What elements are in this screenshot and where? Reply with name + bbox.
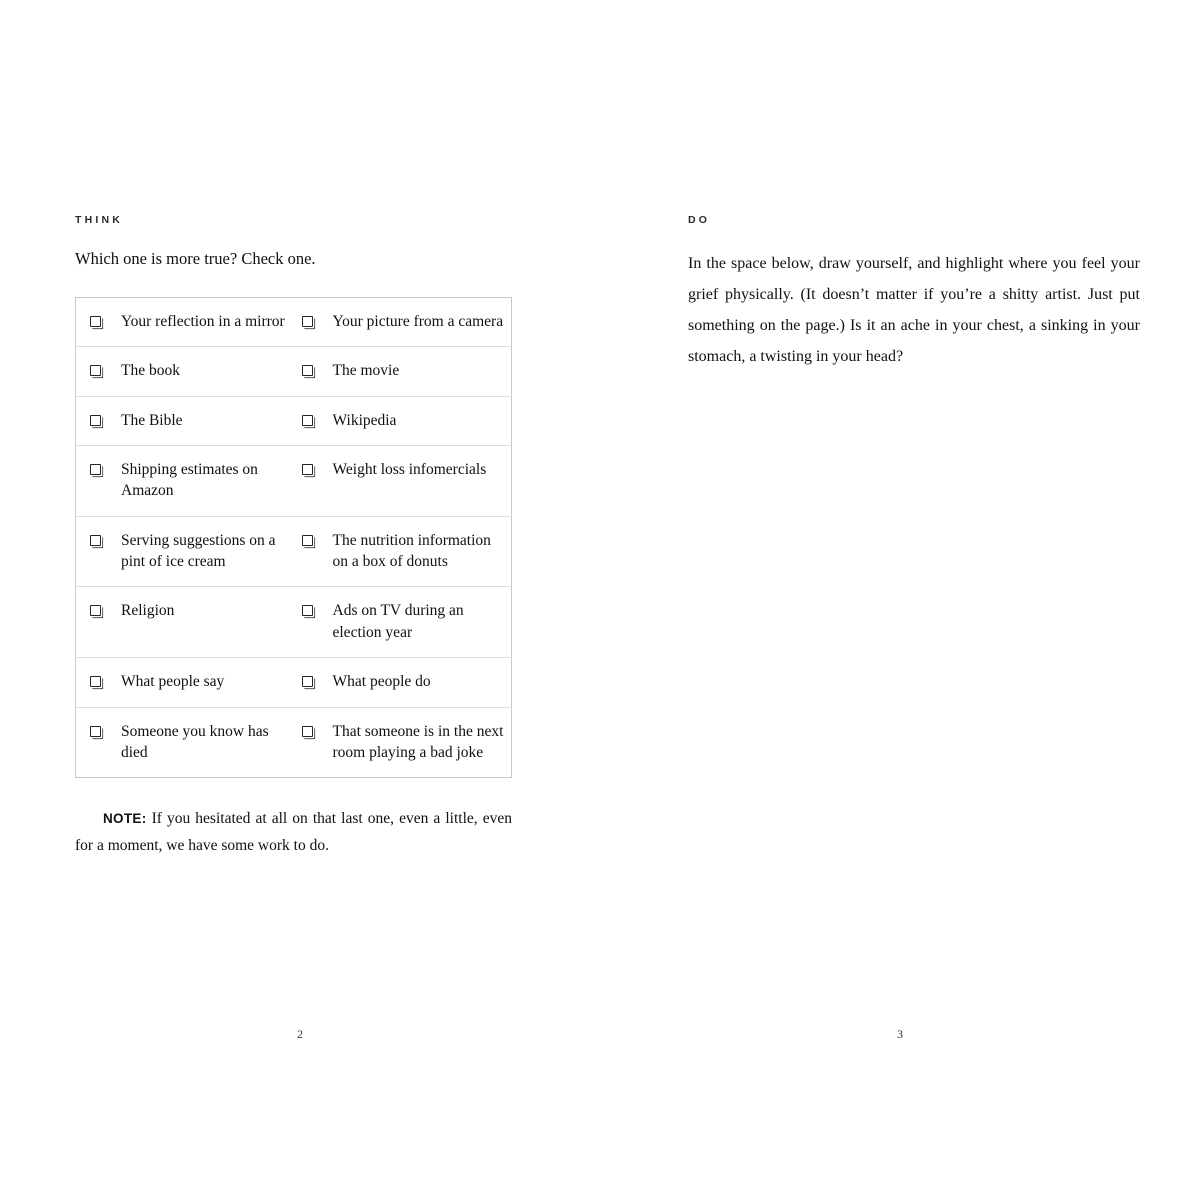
checklist-cell-right[interactable] xyxy=(294,396,512,445)
checklist-cell-right[interactable] xyxy=(294,516,512,587)
checklist-cell-right[interactable] xyxy=(294,707,512,778)
checklist-cell-right[interactable] xyxy=(294,587,512,658)
section-label-think: THINK xyxy=(75,214,124,226)
checklist-option-label: The book xyxy=(121,362,180,380)
checklist-cell-right[interactable] xyxy=(294,297,512,346)
checklist-table xyxy=(75,297,512,779)
checklist-cell-left[interactable] xyxy=(76,396,294,445)
checklist-option-label: The nutrition information on a box of donuts xyxy=(332,531,491,571)
checkbox-unchecked-icon[interactable] xyxy=(302,415,313,426)
checklist-option-label: What people do xyxy=(332,673,431,691)
table-row xyxy=(76,297,512,346)
checklist-option-label: That someone is in the next room playing a bad joke xyxy=(332,722,504,761)
checklist-option-label: Someone you know has died xyxy=(121,722,269,761)
checkbox-unchecked-icon[interactable] xyxy=(302,605,313,616)
table-row xyxy=(76,516,512,587)
right-page xyxy=(600,0,1200,1200)
checklist-cell-right[interactable] xyxy=(294,658,512,707)
right-page-content xyxy=(688,215,1140,932)
checklist-option-label: Weight loss infomercials xyxy=(332,460,487,478)
table-row xyxy=(76,707,512,778)
checklist-option-label: Shipping estimates on Amazon xyxy=(121,460,258,500)
checklist-cell-left[interactable] xyxy=(76,347,294,396)
checkbox-unchecked-icon[interactable] xyxy=(90,535,101,546)
note-kicker: NOTE: xyxy=(103,811,147,827)
checklist-option-label: Your reflection in a mirror xyxy=(121,312,285,330)
checkbox-unchecked-icon[interactable] xyxy=(90,365,101,376)
checklist-option-label: What people say xyxy=(121,673,225,691)
checkbox-unchecked-icon[interactable] xyxy=(90,316,101,327)
section-label-do: DO xyxy=(688,214,711,226)
page-number-left: 2 xyxy=(297,1027,303,1041)
table-row xyxy=(76,445,512,516)
note-text: If you hesitated at all on that last one, even a little, even for a moment, we have some work to do. xyxy=(75,810,512,854)
checkbox-unchecked-icon[interactable] xyxy=(90,415,101,426)
checkbox-unchecked-icon[interactable] xyxy=(90,676,101,687)
checkbox-unchecked-icon[interactable] xyxy=(90,605,101,616)
table-row xyxy=(76,396,512,445)
checklist-option-label: Serving suggestions on a pint of ice cream xyxy=(121,531,276,571)
checkbox-unchecked-icon[interactable] xyxy=(302,365,313,376)
checkbox-unchecked-icon[interactable] xyxy=(90,464,101,475)
checklist-option-label: Religion xyxy=(121,602,175,620)
checklist-cell-right[interactable] xyxy=(294,445,512,516)
note-paragraph xyxy=(75,806,512,859)
checklist-body xyxy=(76,297,512,778)
checkbox-unchecked-icon[interactable] xyxy=(90,726,101,737)
checklist-option-label: The movie xyxy=(332,362,400,380)
checklist-option-label: Wikipedia xyxy=(332,411,397,429)
checklist-cell-left[interactable] xyxy=(76,297,294,346)
table-row xyxy=(76,587,512,658)
checklist-cell-right[interactable] xyxy=(294,347,512,396)
checkbox-unchecked-icon[interactable] xyxy=(302,726,313,737)
checklist-cell-left[interactable] xyxy=(76,445,294,516)
table-row xyxy=(76,658,512,707)
drawing-space[interactable] xyxy=(688,372,1140,932)
checklist-option-label: Ads on TV during an election year xyxy=(332,602,464,641)
checkbox-unchecked-icon[interactable] xyxy=(302,676,313,687)
checklist-option-label: Your picture from a camera xyxy=(332,312,504,330)
checklist-option-label: The Bible xyxy=(121,411,183,429)
left-page-content xyxy=(75,215,515,860)
checklist-cell-left[interactable] xyxy=(76,587,294,658)
page-number-right: 3 xyxy=(897,1027,903,1041)
checkbox-unchecked-icon[interactable] xyxy=(302,535,313,546)
checkbox-unchecked-icon[interactable] xyxy=(302,316,313,327)
do-instructions: In the space below, draw yourself, and highlight where you feel your grief physically. (It doesn’t matter if you’re a shitty artist. Just put something on the page.) Is it an ache in your chest, a sinking in your stomach, a twisting in your head? xyxy=(688,254,1140,366)
checklist-cell-left[interactable] xyxy=(76,707,294,778)
think-prompt: Which one is more true? Check one. xyxy=(75,248,316,268)
checklist-cell-left[interactable] xyxy=(76,658,294,707)
checklist-cell-left[interactable] xyxy=(76,516,294,587)
table-row xyxy=(76,347,512,396)
checkbox-unchecked-icon[interactable] xyxy=(302,464,313,475)
